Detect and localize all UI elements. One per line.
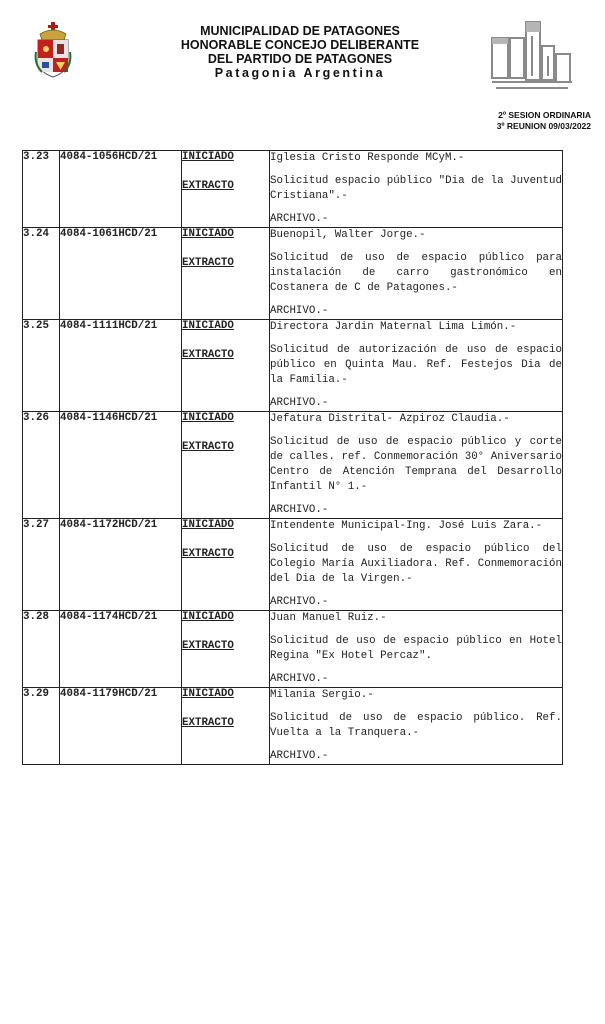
label-iniciado: INICIADO <box>182 151 234 163</box>
archive-text: ARCHIVO.- <box>270 305 329 317</box>
item-details <box>270 228 563 320</box>
item-details <box>270 412 563 519</box>
extract-text: Solicitud espacio público "Dia de la Juventud Cristiana".- <box>270 175 562 202</box>
extract-text: Solicitud de uso de espacio público del Colegio María Auxiliadora. Ref. Conmemoración del Dia de la Virgen.- <box>270 543 562 585</box>
field-labels <box>182 412 270 519</box>
label-iniciado: INICIADO <box>182 611 234 623</box>
file-number: 4084-1061HCD/21 <box>60 228 182 320</box>
item-number: 3.23 <box>23 151 60 228</box>
table-row <box>23 151 563 228</box>
archive-text: ARCHIVO.- <box>270 397 329 409</box>
initiator-text: Intendente Municipal-Ing. José Luis Zara.- <box>270 520 543 532</box>
archive-text: ARCHIVO.- <box>270 504 329 516</box>
file-number: 4084-1179HCD/21 <box>60 688 182 765</box>
item-details <box>270 611 563 688</box>
file-number: 4084-1111HCD/21 <box>60 320 182 412</box>
initiator-text: Juan Manuel Ruiz.- <box>270 612 387 624</box>
header-subtitle: Patagonia Argentina <box>214 66 386 80</box>
table-row <box>23 412 563 519</box>
document-header <box>0 0 605 100</box>
field-labels <box>182 320 270 412</box>
header-line-2: HONORABLE CONCEJO DELIBERANTE <box>180 38 420 52</box>
initiator-text: Milania Sergio.- <box>270 689 374 701</box>
extract-text: Solicitud de uso de espacio público para instalación de carro gastronómico en Costanera de C de Patagones.- <box>270 252 562 294</box>
item-number: 3.27 <box>23 519 60 611</box>
label-extracto: EXTRACTO <box>182 640 234 652</box>
label-iniciado: INICIADO <box>182 228 234 240</box>
table-row <box>23 228 563 320</box>
archive-text: ARCHIVO.- <box>270 213 329 225</box>
file-number: 4084-1172HCD/21 <box>60 519 182 611</box>
municipal-crest-icon <box>34 22 72 78</box>
table-row <box>23 688 563 765</box>
archive-text: ARCHIVO.- <box>270 673 329 685</box>
extract-text: Solicitud de uso de espacio público en Hotel Regina "Ex Hotel Percaz". <box>270 635 562 662</box>
field-labels <box>182 228 270 320</box>
item-details <box>270 320 563 412</box>
field-labels <box>182 519 270 611</box>
session-info <box>497 110 591 132</box>
label-extracto: EXTRACTO <box>182 548 234 560</box>
table-row <box>23 519 563 611</box>
field-labels <box>182 151 270 228</box>
header-line-3: DEL PARTIDO DE PATAGONES <box>207 52 393 66</box>
file-number: 4084-1174HCD/21 <box>60 611 182 688</box>
label-iniciado: INICIADO <box>182 688 234 700</box>
table-row <box>23 320 563 412</box>
label-extracto: EXTRACTO <box>182 441 234 453</box>
item-number: 3.26 <box>23 412 60 519</box>
agenda-body <box>23 151 563 765</box>
initiator-text: Buenopil, Walter Jorge.- <box>270 229 426 241</box>
label-iniciado: INICIADO <box>182 519 234 531</box>
header-line-1: MUNICIPALIDAD DE PATAGONES <box>200 24 400 38</box>
label-extracto: EXTRACTO <box>182 717 234 729</box>
agenda-table <box>22 150 563 765</box>
label-iniciado: INICIADO <box>182 320 234 332</box>
item-number: 3.29 <box>23 688 60 765</box>
initiator-text: Directora Jardin Maternal Lima Limón.- <box>270 321 517 333</box>
item-number: 3.24 <box>23 228 60 320</box>
label-extracto: EXTRACTO <box>182 180 234 192</box>
item-details <box>270 688 563 765</box>
extract-text: Solicitud de autorización de uso de espacio público en Quinta Mau. Ref. Festejos Dia de la Familia.- <box>270 344 562 386</box>
file-number: 4084-1146HCD/21 <box>60 412 182 519</box>
label-extracto: EXTRACTO <box>182 349 234 361</box>
item-details <box>270 151 563 228</box>
archive-text: ARCHIVO.- <box>270 596 329 608</box>
field-labels <box>182 688 270 765</box>
item-details <box>270 519 563 611</box>
extract-text: Solicitud de uso de espacio público. Ref. Vuelta a la Tranquera.- <box>270 712 562 739</box>
archive-text: ARCHIVO.- <box>270 750 329 762</box>
council-building-icon <box>488 16 576 94</box>
document-title <box>150 24 450 80</box>
table-row <box>23 611 563 688</box>
extract-text: Solicitud de uso de espacio público y corte de calles. ref. Conmemoración 30° Aniversario Centro de Atención Temprana del Desarrollo Infantil N° 1.- <box>270 436 562 493</box>
file-number: 4084-1056HCD/21 <box>60 151 182 228</box>
item-number: 3.28 <box>23 611 60 688</box>
label-extracto: EXTRACTO <box>182 257 234 269</box>
initiator-text: Jefatura Distrital- Azpiroz Claudia.- <box>270 413 510 425</box>
field-labels <box>182 611 270 688</box>
initiator-text: Iglesia Cristo Responde MCyM.- <box>270 152 465 164</box>
meeting-date: 3º REUNION 09/03/2022 <box>496 121 591 131</box>
item-number: 3.25 <box>23 320 60 412</box>
session-number: 2º SESION ORDINARIA <box>498 110 591 120</box>
label-iniciado: INICIADO <box>182 412 234 424</box>
